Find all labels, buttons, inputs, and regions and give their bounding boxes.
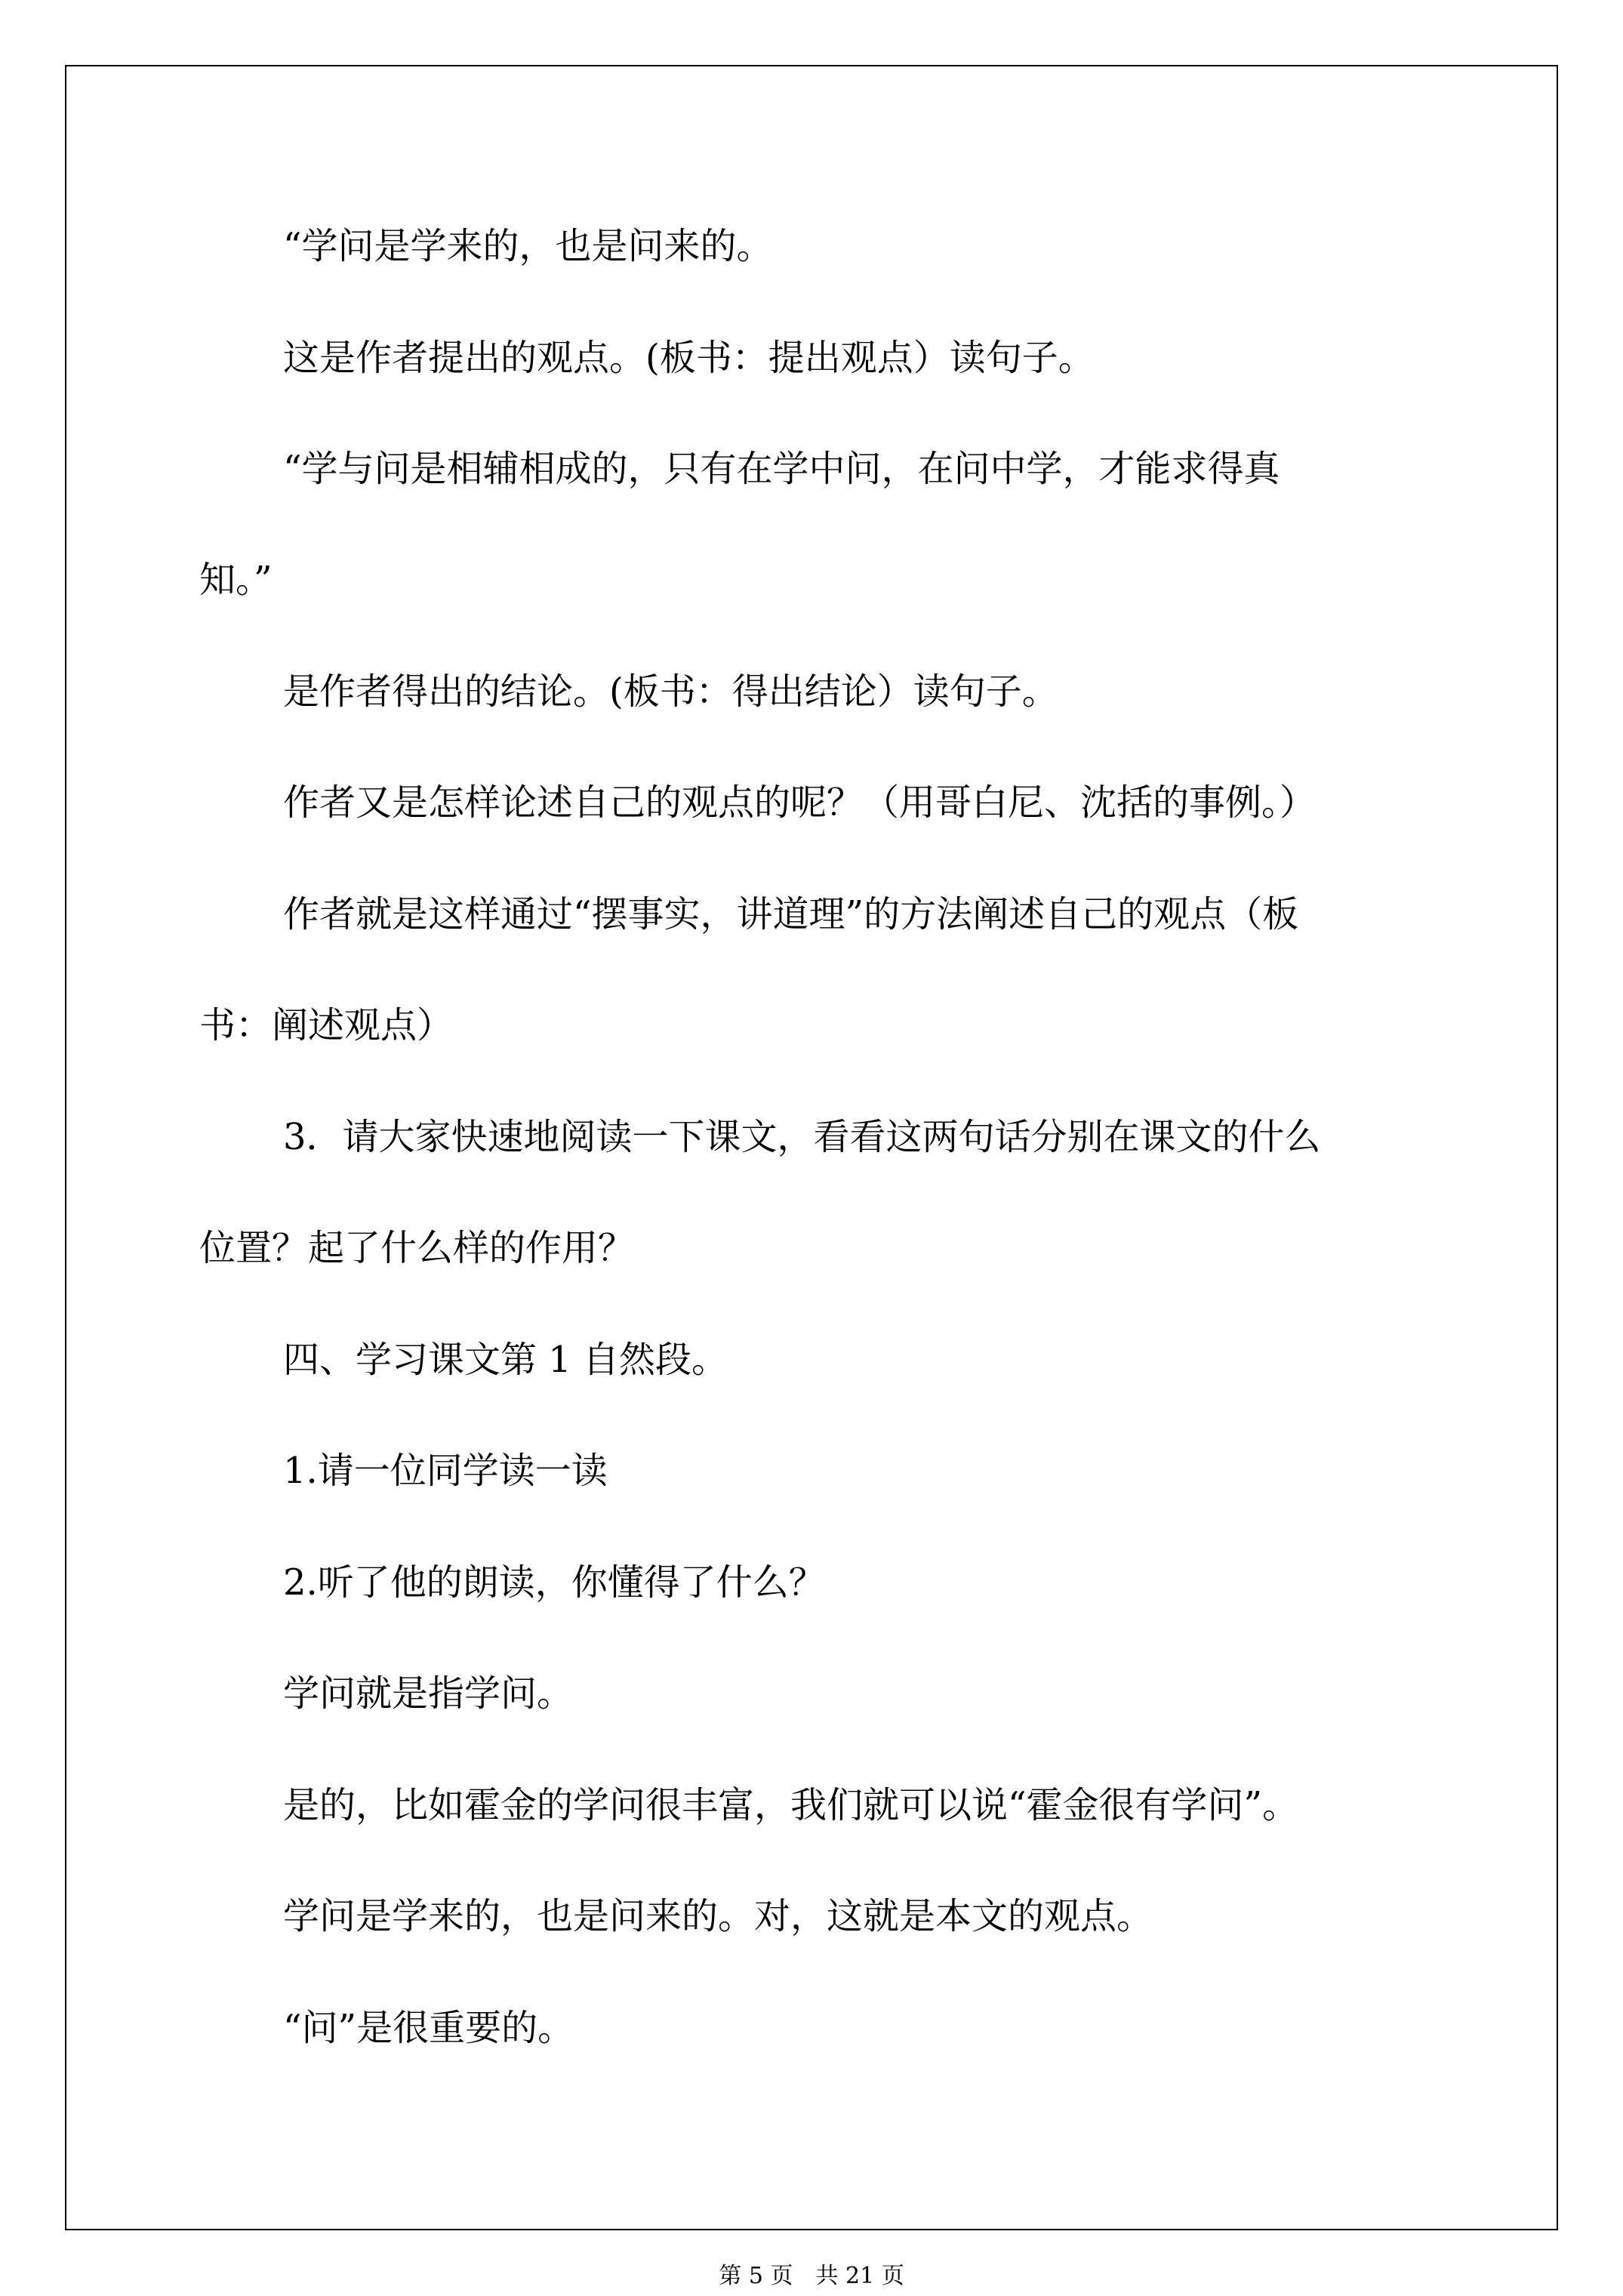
text-line-1: “学问是学来的，也是问来的。 [283, 225, 773, 267]
text-line-13: 2.听了他的朗读，你懂得了什么？ [283, 1561, 825, 1604]
text-line-11: 四、学习课文第 1 自然段。 [283, 1339, 728, 1381]
page-number-footer: 第 5 页 共 21 页 [719, 2263, 904, 2289]
text-line-6: 作者又是怎样论述自己的观点的呢？（用哥白尼、沈括的事例。） [283, 781, 1317, 824]
text-line-2: 这是作者提出的观点。(板书：提出观点）读句子。 [283, 337, 1095, 379]
text-line-16: 学问是学来的，也是问来的。对，这就是本文的观点。 [283, 1895, 1153, 1937]
text-line-17: “问”是很重要的。 [283, 2007, 574, 2049]
text-line-7: 作者就是这样通过“摆事实，讲道理”的方法阐述自己的观点（板 [283, 893, 1299, 935]
text-line-4: 知。” [199, 559, 273, 601]
text-line-5: 是作者得出的结论。(板书：得出结论）读句子。 [283, 670, 1058, 713]
text-line-3: “学与问是相辅相成的，只有在学中问，在问中学，才能求得真 [283, 448, 1280, 490]
text-line-14: 学问就是指学问。 [283, 1672, 574, 1715]
text-line-12: 1.请一位同学读一读 [283, 1450, 608, 1492]
text-line-10: 位置？起了什么样的作用？ [199, 1227, 635, 1269]
text-line-8: 书：阐述观点） [199, 1004, 454, 1046]
text-line-9: 3．请大家快速地阅读一下课文，看看这两句话分别在课文的什么 [283, 1116, 1321, 1158]
text-line-15: 是的，比如霍金的学问很丰富，我们就可以说“霍金很有学问”。 [283, 1784, 1299, 1826]
